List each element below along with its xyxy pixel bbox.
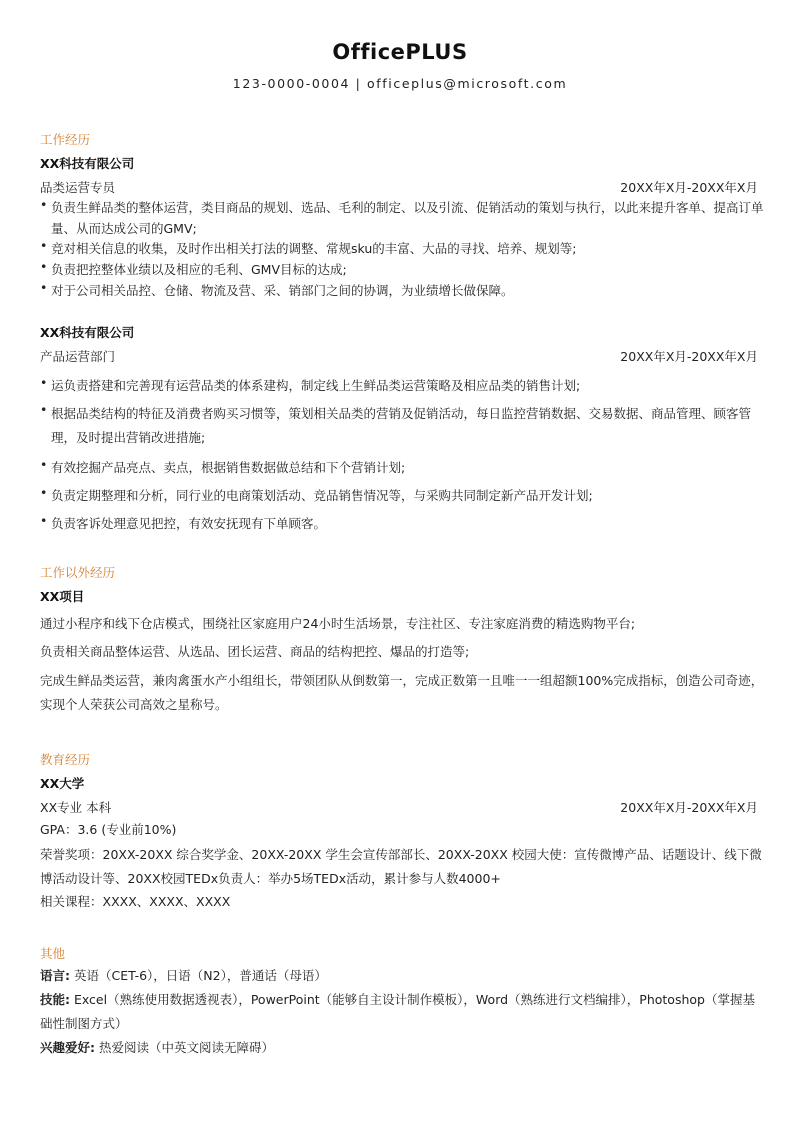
bullet-icon: • (40, 375, 48, 390)
bullet-icon: • (40, 197, 48, 212)
job-1-bullet: • 对于公司相关品控、仓储、物流及营、采、销部门之间的协调，为业绩增长做保障。 (40, 280, 514, 298)
hobby-value: 热爱阅读（中英文阅读无障碍） (95, 1040, 274, 1055)
contact-line: 123-0000-0004 | officeplus@microsoft.com (232, 76, 568, 91)
bullet-icon: • (40, 402, 48, 417)
project-name: XX项目 (40, 589, 85, 604)
skills-label: 技能: (40, 992, 70, 1007)
skills-value: Excel（熟练使用数据透视表），PowerPoint（能够自主设计制作模板），Word（熟练进行文档编排），Photoshop（掌握基础性制图方式） (40, 992, 755, 1031)
job-2-role: 产品运营部门 (40, 349, 116, 364)
hobby-line (40, 1036, 764, 1060)
job-2-bullet: • 负责客诉处理意见把控，有效安抚现有下单顾客。 (40, 513, 327, 531)
job-2-bullet: • 根据品类结构的特征及消费者购买习惯等，策划相关品类的营销及促销活动，每日监控营销数据、交易数据、商品管理、顾客管理，及时提出营销改进措施; (40, 402, 752, 445)
job-2-company: XX科技有限公司 (40, 325, 135, 340)
project-paragraph: 通过小程序和线下仓店模式，围绕社区家庭用户24小时生活场景，专注社区、专注家庭消费的精选购物平台; (40, 616, 636, 631)
languages-value: 英语（CET-6），日语（N2），普通话（母语） (70, 968, 327, 983)
job-1-period: 20XX年X月-20XX年X月 (620, 180, 758, 195)
section-title-education: 教育经历 (40, 752, 91, 767)
job-2-header (40, 347, 758, 365)
bullet-icon: • (40, 280, 48, 295)
job-2-bullet: • 有效挖掘产品亮点、卖点，根据销售数据做总结和下个营销计划; (40, 457, 406, 475)
job-1-bullet: • 负责生鲜品类的整体运营，类目商品的规划、选品、毛利的制定、以及引流、促销活动的策划与执行，以此来提升客单、提高订单量、从而达成公司的GMV; (40, 197, 764, 236)
job-1-company: XX科技有限公司 (40, 156, 135, 171)
section-title-work: 工作经历 (40, 132, 91, 147)
education-gpa: GPA：3.6 (专业前10%) (40, 822, 177, 837)
education-major: XX专业 本科 (40, 800, 112, 815)
school-name: XX大学 (40, 776, 85, 791)
section-title-other: 其他 (40, 946, 66, 961)
project-paragraph: 完成生鲜品类运营，兼肉禽蛋水产小组组长，带领团队从倒数第一，完成正数第一且唯一一组超额100%完成指标，创造公司奇迹，实现个人荣获公司高效之星称号。 (40, 673, 764, 712)
education-honors: 荣誉奖项：20XX-20XX 综合奖学金、20XX-20XX 学生会宣传部部长、20XX-20XX 校园大使：宣传微博产品、话题设计、线下微博活动设计等、20XX校园TEDx负责人：举办5场TEDx活动，累计参与人数4000+ (40, 847, 762, 886)
project-paragraph: 负责相关商品整体运营、从选品、团长运营、商品的结构把控、爆品的打造等; (40, 644, 470, 659)
bullet-icon: • (40, 259, 48, 274)
bullet-icon: • (40, 238, 48, 253)
job-2-bullet: • 运负责搭建和完善现有运营品类的体系建构，制定线上生鲜品类运营策略及相应品类的销售计划; (40, 375, 581, 393)
job-1-bullet: • 负责把控整体业绩以及相应的毛利、GMV目标的达成; (40, 259, 347, 277)
job-1-header (40, 178, 758, 196)
languages-label: 语言: (40, 968, 70, 983)
education-courses: 相关课程：XXXX、XXXX、XXXX (40, 894, 231, 909)
job-1-bullet: • 竞对相关信息的收集，及时作出相关打法的调整、常规sku的丰富、大品的寻找、培养、规划等; (40, 238, 577, 256)
skills-line (40, 988, 764, 1036)
job-2-period: 20XX年X月-20XX年X月 (620, 349, 758, 364)
education-header (40, 798, 758, 816)
bullet-icon: • (40, 513, 48, 528)
bullet-icon: • (40, 485, 48, 500)
bullet-icon: • (40, 457, 48, 472)
section-title-extra: 工作以外经历 (40, 565, 116, 580)
education-period: 20XX年X月-20XX年X月 (620, 800, 758, 815)
job-1-role: 品类运营专员 (40, 180, 116, 195)
hobby-label: 兴趣爱好: (40, 1040, 95, 1055)
languages-line (40, 964, 764, 988)
job-2-bullet: • 负责定期整理和分析，同行业的电商策划活动、竞品销售情况等，与采购共同制定新产品开发计划; (40, 485, 593, 503)
resume-name: OfficePLUS (332, 40, 468, 64)
